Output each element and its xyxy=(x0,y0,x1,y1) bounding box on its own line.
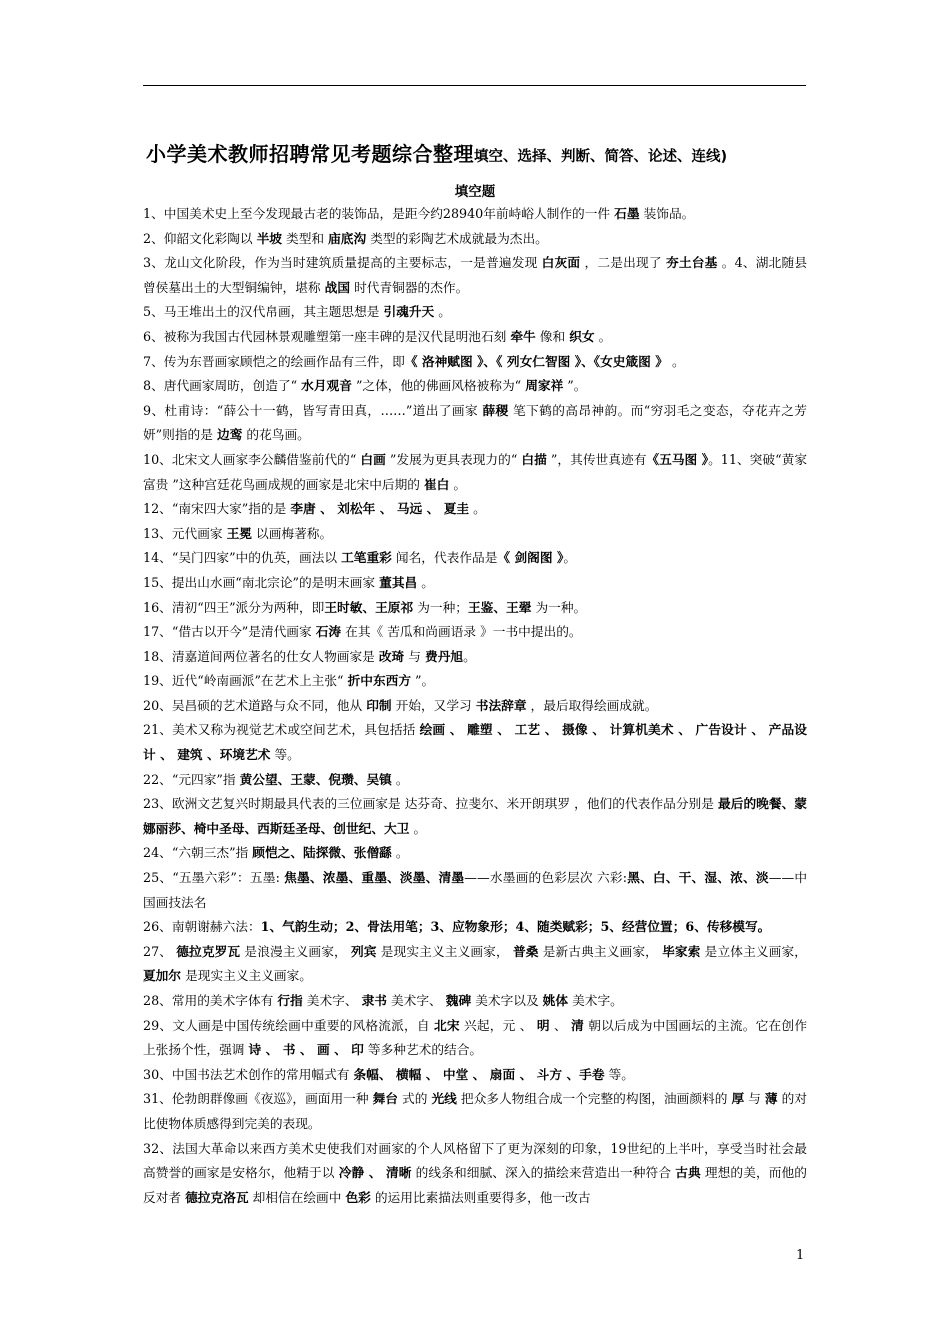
question-item xyxy=(143,1063,807,1088)
question-item xyxy=(143,792,807,841)
question-text: 10、北宋文人画家李公麟借鉴前代的“ xyxy=(143,451,361,467)
answer-text: 战国 xyxy=(324,279,351,295)
answer-text: 绘画 、 雕塑 、 工艺 、 摄像 、 计算机美术 、 广告设计 、 产品设计 、 建筑 、环境艺术 xyxy=(143,722,807,763)
question-text: 24、“六朝三杰”指 xyxy=(143,845,253,861)
question-text: 31、伦勃朗群像画《夜巡》，画面用一种 xyxy=(143,1091,373,1107)
question-text: 美术字、 xyxy=(302,993,362,1008)
question-text: 14、“吴门四家”中的仇英，画法以 xyxy=(143,550,342,566)
answer-text: 厚 xyxy=(731,1091,745,1107)
question-text: 12、“南宋四大家”指的是 xyxy=(143,501,291,517)
section-heading: 填空题 xyxy=(454,184,496,200)
question-text: 28、常用的美术字体有 xyxy=(143,993,278,1008)
question-text: 美术字。 xyxy=(568,993,623,1008)
question-text: 是现实主义主义画家。 xyxy=(181,968,312,984)
answer-text: 书法辞章 xyxy=(475,697,527,713)
question-text: 3、龙山文化阶段，作为当时建筑质量提高的主要标志，一是普遍发现 xyxy=(143,255,542,271)
question-text: 闻名，代表作品是 xyxy=(391,550,498,566)
answer-text: 周家祥 xyxy=(525,378,564,394)
answer-text: 费丹旭 xyxy=(425,648,464,664)
question-item xyxy=(143,718,807,767)
question-text: 以画梅著称。 xyxy=(252,525,333,541)
question-text: 等。 xyxy=(604,1066,634,1082)
question-text: 等多种艺术的结合。 xyxy=(363,1042,483,1058)
answer-text: 舞台 xyxy=(372,1091,398,1107)
question-text: 16、清初“四王”派分为两种，即 xyxy=(143,599,325,615)
question-text: 22、“元四家”指 xyxy=(143,771,240,787)
answer-text: 光线 xyxy=(431,1091,457,1107)
question-text: 30、中国书法艺术创作的常用幅式有 xyxy=(143,1066,354,1082)
answer-text: 水月观音 xyxy=(301,378,352,394)
question-text: 32、法国大革命以来西方美术史使我们对画家的个人风格留下了更为深刻的印象，19世纪的上半叶，享受当时社会最高赞誉的画家是安格尔，他精于以 xyxy=(143,1140,807,1181)
question-text: 6、被称为我国古代园林景观雕塑第一座丰碑的是汉代昆明池石刻 xyxy=(143,328,511,344)
question-text: 类型和 xyxy=(281,230,329,246)
question-item xyxy=(143,1014,807,1063)
answer-text: 行指 xyxy=(277,993,303,1008)
question-text: 29、文人画是中国传统绘画中重要的风格流派，自 xyxy=(143,1017,435,1033)
answer-text: 薄 xyxy=(764,1091,778,1107)
answer-text: 诗 、 书 、 画 、 印 xyxy=(248,1042,364,1058)
answer-text: 顾恺之、陆探微、张僧繇 xyxy=(252,845,392,861)
question-item xyxy=(143,940,807,989)
question-text: 。 xyxy=(463,648,476,664)
question-item xyxy=(143,989,807,1014)
question-item xyxy=(143,669,807,694)
question-text: 的对比使物体质感得到完美的表现。 xyxy=(143,1091,808,1131)
question-item xyxy=(143,374,807,399)
answer-text: 德拉克洛瓦 xyxy=(185,1189,249,1205)
question-text: 类型的彩陶艺术成就最为杰出。 xyxy=(366,230,548,246)
page-number: 1 xyxy=(796,1248,805,1263)
answer-text: 引魂升天 xyxy=(383,304,435,320)
answer-text: 李唐 、 刘松年 、 马远 、 夏圭 xyxy=(290,501,470,517)
question-text: 美术字、 xyxy=(386,993,446,1008)
answer-text: 白灰面 xyxy=(541,255,581,271)
answer-text: 列宾 xyxy=(350,943,377,959)
question-text: ，最后取得绘画成就。 xyxy=(526,697,658,713)
answer-text: 清 xyxy=(571,1017,585,1033)
question-text: 的运用比素描法则重要得多，他一改古 xyxy=(370,1189,591,1205)
question-text: 。11、突破“黄家富贵 ”这种宫廷花鸟画成规的画家是北宋中后期的 xyxy=(143,451,808,492)
title-subtitle: 填空、选择、判断、简答、论述、连线) xyxy=(474,149,728,165)
question-text: 。 xyxy=(469,501,486,517)
question-text: 2、仰韶文化彩陶以 xyxy=(143,230,257,246)
question-text: 时代青铜器的杰作。 xyxy=(350,279,469,295)
answer-text: 印制 xyxy=(366,697,392,713)
question-text: 27、 xyxy=(143,943,177,959)
answer-text: 石墨 xyxy=(614,206,640,221)
question-item xyxy=(143,841,807,866)
answer-text: 毕家索 xyxy=(662,943,701,959)
question-text: 笔下鹤的高昂神韵。而“穷羽毛之变态，夺花卉之芳妍”则指的是 xyxy=(143,402,807,443)
question-text: 。 xyxy=(563,550,576,566)
answer-text: 1、气韵生动；2、骨法用笔；3、应物象形；4、随类赋彩；5、经营位置；6、传移模写。 xyxy=(260,919,771,935)
question-text: 。 xyxy=(409,820,427,836)
question-text: 开始，又学习 xyxy=(391,697,476,713)
question-text: ——中国画技法名 xyxy=(143,870,808,910)
answer-text: 《 剑阁图 》 xyxy=(497,550,564,566)
question-text: ”。 xyxy=(563,378,587,394)
question-text: 。 xyxy=(667,353,685,369)
question-text: 是新古典主义画家， xyxy=(538,943,663,959)
question-text: ”。 xyxy=(411,673,435,689)
answer-text: 魏碑 xyxy=(445,993,472,1008)
answer-text: 夏加尔 xyxy=(143,968,182,984)
answer-text: 织女 xyxy=(569,328,595,344)
question-text: 朝以后成为中国画坛的主流。它在创作上张扬个性，强调 xyxy=(143,1017,808,1058)
question-item xyxy=(143,300,807,325)
question-text: 1、中国美术史上至今发现最古老的装饰品，是距今约28940年前峙峪人制作的一件 xyxy=(143,206,615,221)
question-item xyxy=(143,866,807,915)
answer-text: 改琦 xyxy=(378,648,405,664)
question-text: 7、传为东晋画家顾恺之的绘画作品有三件，即 xyxy=(143,353,405,369)
answer-text: 北宋 xyxy=(434,1017,460,1033)
question-text: 17、“借古以开今”是清代画家 xyxy=(143,624,316,640)
question-text: 23、欧洲文艺复兴时期最具代表的三位画家是 达芬奇、拉斐尔、米开朗琪罗 ，他们的代表作品分别是 xyxy=(143,796,719,812)
question-text: 与 xyxy=(744,1091,765,1107)
question-text: 、 xyxy=(549,1017,572,1033)
question-item xyxy=(143,1137,807,1211)
question-text: ”，其传世真迹有 xyxy=(546,451,647,467)
question-text: 装饰品。 xyxy=(639,206,695,221)
question-item xyxy=(143,325,807,350)
question-text: 。 xyxy=(391,771,409,787)
document-title xyxy=(146,138,826,167)
question-text: 美术字以及 xyxy=(471,993,543,1008)
question-text: 的线条和细腻、深入的描绘来营造出一种符合 xyxy=(411,1165,676,1181)
answer-text: 明 xyxy=(536,1017,550,1033)
question-item xyxy=(143,522,807,547)
question-text: 。4、湖北随县曾侯墓出土的大型铜编钟，堪称 xyxy=(143,255,808,295)
answer-text: 隶书 xyxy=(361,993,387,1008)
question-item xyxy=(143,350,807,375)
answer-text: 德拉克罗瓦 xyxy=(176,943,241,959)
question-text: 8、唐代画家周昉，创造了“ xyxy=(143,378,302,394)
answer-text: 王冕 xyxy=(226,525,252,541)
question-item xyxy=(143,448,807,497)
answer-text: 姚体 xyxy=(542,993,569,1008)
question-text: 的花鸟画。 xyxy=(242,427,310,443)
question-text: 是立体主义画家， xyxy=(700,943,807,959)
question-text: 20、吴昌硕的艺术道路与众不同，他从 xyxy=(143,697,367,713)
answer-text: 黑、白、干、湿、浓、淡 xyxy=(627,870,769,886)
answer-text: 薛稷 xyxy=(482,402,509,418)
question-text: 式的 xyxy=(397,1091,432,1107)
answer-text: 董其昌 xyxy=(379,574,418,590)
question-item xyxy=(143,251,807,300)
question-text: 9、杜甫诗：“薛公十一鹤，皆写青田真，……”道出了画家 xyxy=(143,402,483,418)
question-text: 。 xyxy=(391,845,409,861)
question-item xyxy=(143,497,807,522)
question-item xyxy=(143,768,807,793)
question-text: 。 xyxy=(417,574,434,590)
question-text: 13、元代画家 xyxy=(143,525,227,541)
question-text: 26、南朝谢赫六法： xyxy=(143,919,261,935)
question-item xyxy=(143,645,807,670)
question-item xyxy=(143,227,807,252)
question-text: 与 xyxy=(404,648,426,664)
answer-text: 古典 xyxy=(675,1165,701,1181)
answer-text: 折中东西方 xyxy=(347,673,412,689)
question-item xyxy=(143,546,807,571)
question-text: 。 xyxy=(594,328,612,344)
question-text: 15、提出山水画“南北宗论”的是明末画家 xyxy=(143,574,380,590)
question-item xyxy=(143,915,807,940)
question-item xyxy=(143,620,807,645)
title-main: 小学美术教师招聘常见考题综合整理 xyxy=(146,142,474,166)
answer-text: 王鉴、王翚 xyxy=(467,599,532,615)
answer-text: 《五马图 》 xyxy=(646,451,709,467)
question-text: 是现实主义主义画家， xyxy=(376,943,513,959)
question-item xyxy=(143,1087,807,1136)
answer-text: 牵牛 xyxy=(510,328,536,344)
question-text: 像和 xyxy=(535,328,570,344)
answer-text: 最后的晚餐、蒙娜丽莎、椅中圣母、西斯廷圣母、创世纪、大卫 xyxy=(143,796,807,836)
question-text: 18、清嘉道间两位著名的仕女人物画家是 xyxy=(143,648,379,664)
question-item xyxy=(143,202,807,227)
answer-text: 半坡 xyxy=(256,230,282,246)
question-text: 5、马王堆出土的汉代帛画，其主题思想是 xyxy=(143,304,384,320)
answer-text: 普桑 xyxy=(512,943,539,959)
question-text: 兴起，元 、 xyxy=(459,1017,537,1033)
answer-text: 白画 xyxy=(360,451,386,467)
answer-text: 庙底沟 xyxy=(328,230,367,246)
answer-text: 工笔重彩 xyxy=(341,550,392,566)
question-text: 为一种； xyxy=(413,599,468,615)
answer-text: 《 洛神赋图 》、《 列女仁智图 》、《女史箴图 》 xyxy=(404,353,668,369)
answer-text: 冷静 、 清晰 xyxy=(338,1165,412,1181)
question-text: ”发展为更具表现力的“ xyxy=(385,451,522,467)
question-text: 19、近代“岭南画派”在艺术上主张“ xyxy=(143,673,348,689)
answer-text: 色彩 xyxy=(345,1189,371,1205)
question-text: 在其《 苦瓜和尚画语录 》一书中提出的。 xyxy=(341,624,582,640)
question-list xyxy=(143,202,807,1210)
question-text: 却相信在绘画中 xyxy=(248,1189,346,1205)
question-text: 。 xyxy=(449,476,467,492)
answer-text: 王时敏、王原祁 xyxy=(324,599,414,615)
question-item xyxy=(143,596,807,621)
question-text: ——水墨画的色彩层次 六彩: xyxy=(464,870,628,886)
answer-text: 石涛 xyxy=(315,624,342,640)
question-text: 。 xyxy=(434,304,451,320)
answer-text: 边鸾 xyxy=(216,427,243,443)
question-text: ，二是出现了 xyxy=(580,255,666,271)
answer-text: 夯土台基 xyxy=(665,255,718,271)
question-text: 理想的美，而他的反对者 xyxy=(143,1165,807,1205)
answer-text: 崔白 xyxy=(424,476,450,492)
answer-text: 焦墨、浓墨、重墨、淡墨、清墨 xyxy=(284,870,465,886)
question-text: ”之体，他的佛画风格被称为“ xyxy=(351,378,526,394)
question-text: 21、美术又称为视觉艺术或空间艺术，具包括括 xyxy=(143,722,420,738)
question-item xyxy=(143,694,807,719)
question-text: 把众多人物组合成一个完整的构图，油画颜料的 xyxy=(456,1091,732,1107)
header-rule xyxy=(143,85,806,86)
question-text: 是浪漫主义画家， xyxy=(240,943,351,959)
question-text: 等。 xyxy=(270,747,300,763)
answer-text: 白描 xyxy=(521,451,547,467)
question-item xyxy=(143,571,807,596)
question-item xyxy=(143,399,807,448)
answer-text: 黄公望、王蒙、倪瓒、吴镇 xyxy=(239,771,392,787)
question-text: 25、“五墨六彩”：五墨: xyxy=(143,870,285,886)
question-text: 为一种。 xyxy=(531,599,587,615)
answer-text: 条幅、 横幅 、 中堂 、 扇面 、 斗方 、手卷 xyxy=(353,1066,605,1082)
